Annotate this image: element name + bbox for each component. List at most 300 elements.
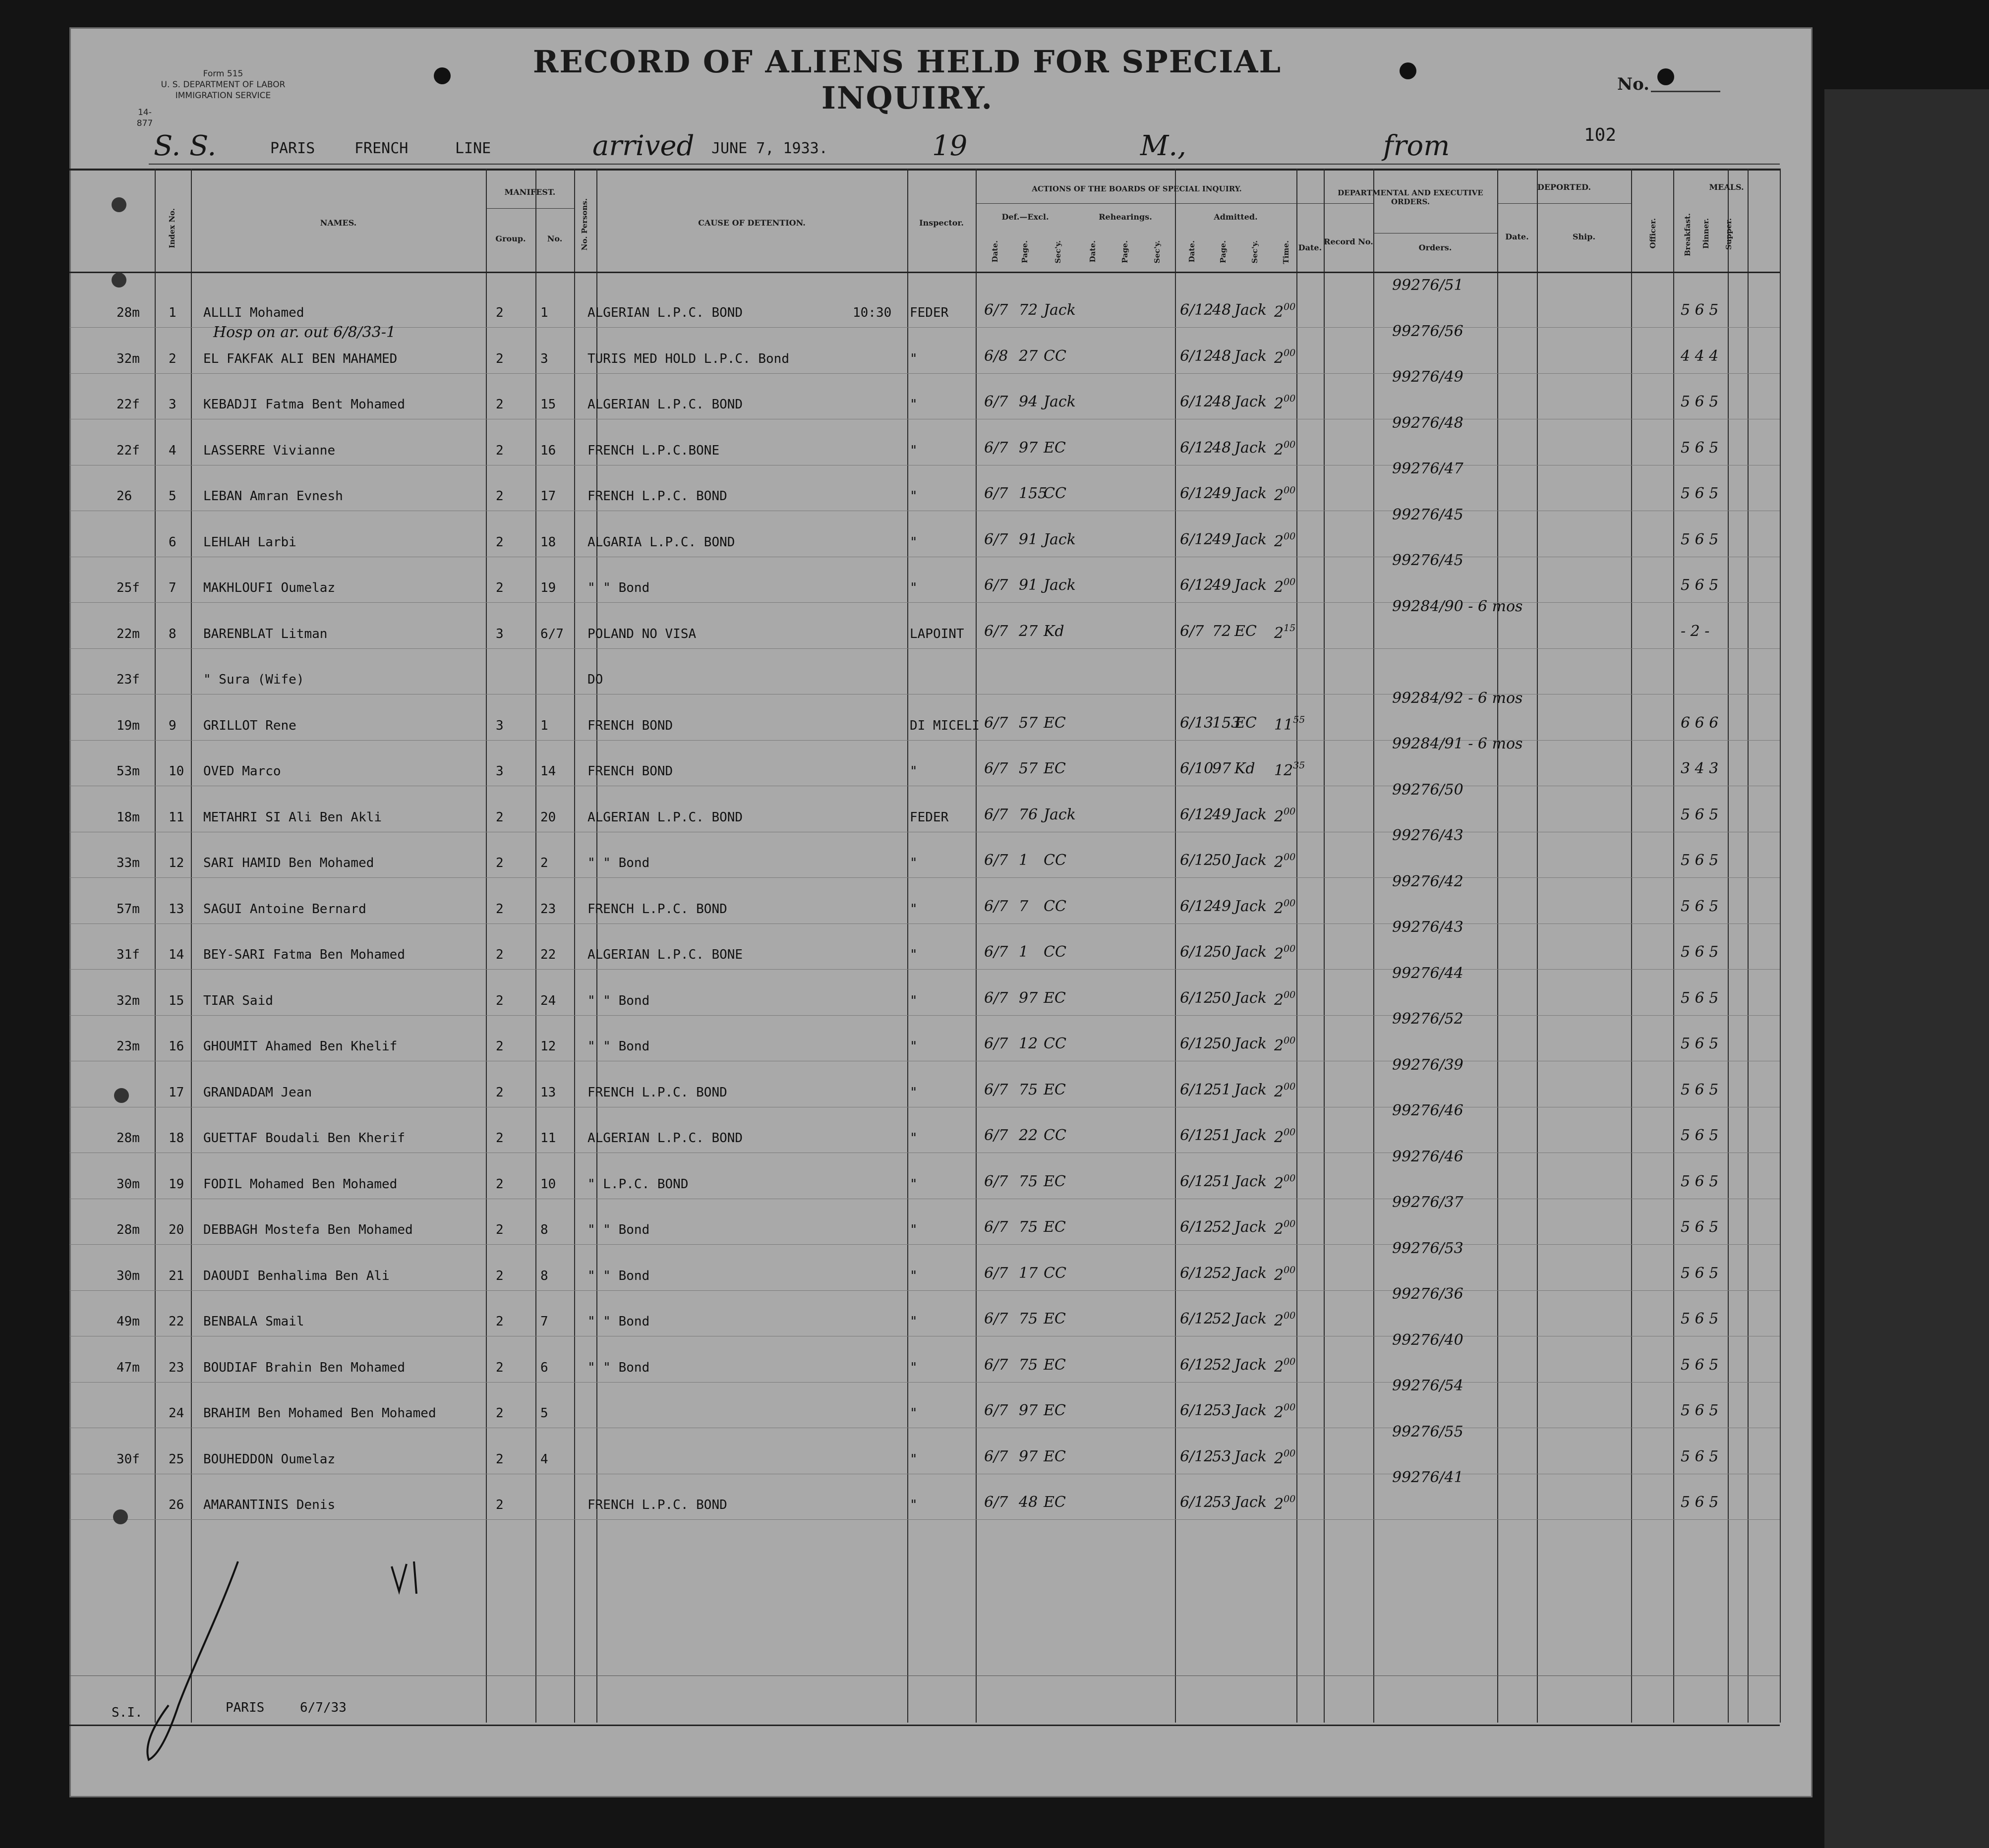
row-adm-date: 6/12	[1180, 989, 1214, 1007]
row-order: 99276/46	[1392, 1102, 1463, 1119]
row-def-date: 6/8	[984, 347, 1008, 365]
row-adm-date: 6/12	[1180, 852, 1214, 869]
row-group: 2	[496, 535, 504, 550]
row-adm-time-hour: 2	[1274, 900, 1284, 917]
row-adm-time-hour: 2	[1274, 808, 1284, 825]
row-def-date: 6/7	[984, 393, 1008, 410]
row-cause: ALGERIAN L.P.C. BOND	[587, 305, 743, 320]
row-adm-date: 6/12	[1180, 439, 1214, 457]
row-cause: " " Bond	[587, 1039, 650, 1054]
row-order: 99276/40	[1392, 1331, 1463, 1349]
row-adm-time-min: 00	[1284, 1356, 1296, 1367]
row-group: 2	[496, 902, 504, 917]
row-manifest-no: 17	[540, 489, 556, 504]
row-name: EL FAKFAK ALI BEN MAHAMED	[203, 351, 398, 366]
row-def-secy: CC	[1044, 852, 1066, 869]
row-manifest-no: 2	[540, 856, 548, 870]
row-meals: 3 4 3	[1681, 760, 1719, 777]
row-adm-time	[1274, 1035, 1295, 1054]
row-meals: 5 6 5	[1681, 301, 1719, 319]
row-def-page: 97	[1019, 1402, 1038, 1419]
row-meals: 5 6 5	[1681, 1356, 1719, 1374]
row-adm-secy: Jack	[1234, 439, 1267, 457]
row-manifest-no: 18	[540, 535, 556, 550]
row-adm-secy: Jack	[1234, 852, 1267, 869]
hdr-breakfast: Breakfast.	[1683, 213, 1692, 257]
row-def-page: 97	[1019, 989, 1038, 1007]
row-def-date: 6/7	[984, 1448, 1008, 1465]
row-cause: FRENCH L.P.C. BOND	[587, 902, 727, 917]
row-def-secy: CC	[1044, 347, 1066, 365]
row-def-date: 6/7	[984, 1310, 1008, 1328]
row-cause: TURIS MED HOLD L.P.C. Bond	[587, 351, 789, 366]
row-adm-time-hour: 2	[1274, 533, 1284, 550]
row-adm-time	[1274, 806, 1295, 825]
row-cause: " " Bond	[587, 1360, 650, 1375]
row-def-page: 75	[1019, 1173, 1038, 1190]
row-adm-secy: Jack	[1234, 1173, 1267, 1190]
row-adm-time-hour: 2	[1274, 395, 1284, 412]
row-adm-secy: Jack	[1234, 1218, 1267, 1236]
row-meals: 5 6 5	[1681, 1402, 1719, 1419]
row-adm-time-min: 00	[1284, 439, 1296, 450]
row-rule	[69, 1290, 1780, 1291]
row-age: 28m	[117, 305, 140, 320]
binder-spot	[113, 1509, 128, 1524]
row-def-page: 94	[1019, 393, 1038, 410]
line-label: LINE	[455, 140, 491, 157]
row-order: 99276/46	[1392, 1148, 1463, 1165]
row-adm-time-min: 00	[1284, 1310, 1296, 1321]
row-inspector: "	[910, 443, 918, 458]
row-cause: FRENCH L.P.C. BOND	[587, 1498, 727, 1512]
row-name: BOUDIAF Brahin Ben Mohamed	[203, 1360, 405, 1375]
row-adm-date: 6/12	[1180, 1448, 1214, 1465]
row-adm-date: 6/12	[1180, 1310, 1214, 1328]
ss-label: S. S.	[154, 130, 217, 162]
row-def-secy: CC	[1044, 898, 1066, 915]
row-meals: 5 6 5	[1681, 1448, 1719, 1465]
row-group: 2	[496, 1177, 504, 1192]
row-def-date: 6/7	[984, 1081, 1008, 1098]
hdr-no: No.	[547, 234, 563, 243]
row-def-date: 6/7	[984, 1402, 1008, 1419]
row-adm-date: 6/12	[1180, 943, 1214, 961]
row-def-page: 7	[1019, 898, 1029, 915]
row-adm-page: 51	[1212, 1081, 1231, 1098]
row-rule	[69, 602, 1780, 603]
row-def-secy: EC	[1044, 714, 1066, 732]
row-age: 49m	[117, 1314, 140, 1329]
row-index: 24	[169, 1406, 184, 1421]
row-adm-time-hour: 2	[1274, 991, 1284, 1009]
row-index: 3	[169, 397, 176, 412]
row-adm-date: 6/12	[1180, 898, 1214, 915]
row-age: 22f	[117, 443, 140, 458]
row-manifest-no: 12	[540, 1039, 556, 1054]
row-def-secy: EC	[1044, 1310, 1066, 1328]
row-cause: FRENCH L.P.C. BOND	[587, 489, 727, 504]
row-adm-time-min: 00	[1284, 989, 1296, 1000]
row-adm-time-min: 00	[1284, 301, 1296, 312]
row-inspector: "	[910, 1452, 918, 1467]
row-order: 99284/92 - 6 mos	[1392, 690, 1523, 707]
row-manifest-no: 23	[540, 902, 556, 917]
row-order: 99276/55	[1392, 1423, 1463, 1441]
row-adm-time	[1274, 347, 1295, 367]
row-index: 19	[169, 1177, 184, 1192]
hdr-orders: Orders.	[1418, 243, 1452, 252]
row-order: 99276/56	[1392, 323, 1463, 340]
page-title: RECORD OF ALIENS HELD FOR SPECIAL INQUIRY.	[532, 44, 1282, 116]
row-inspector: LAPOINT	[910, 627, 964, 641]
row-adm-time	[1274, 439, 1295, 459]
hdr-rehearings: Rehearings.	[1099, 212, 1152, 222]
row-name: MAKHLOUFI Oumelaz	[203, 580, 336, 595]
row-group: 2	[496, 351, 504, 366]
row-name: DAOUDI Benhalima Ben Ali	[203, 1269, 390, 1283]
row-order: 99276/37	[1392, 1194, 1463, 1211]
row-meals: 5 6 5	[1681, 989, 1719, 1007]
row-adm-time	[1274, 1356, 1295, 1376]
row-adm-time	[1274, 1127, 1295, 1146]
row-def-date: 6/7	[984, 1218, 1008, 1236]
row-age: 18m	[117, 810, 140, 825]
row-adm-time-hour: 2	[1274, 854, 1284, 871]
row-group: 3	[496, 764, 504, 779]
row-manifest-no: 1	[540, 718, 548, 733]
row-order: 99276/48	[1392, 414, 1463, 432]
row-meals: 5 6 5	[1681, 577, 1719, 594]
row-index: 4	[169, 443, 176, 458]
row-index: 13	[169, 902, 184, 917]
hdr-reh-page: Page.	[1120, 240, 1129, 263]
row-name: SARI HAMID Ben Mohamed	[203, 856, 374, 870]
col-rule	[1373, 169, 1374, 1723]
row-name: BRAHIM Ben Mohamed Ben Mohamed	[203, 1406, 436, 1421]
manifest-rule	[486, 208, 574, 209]
row-adm-page: 52	[1212, 1218, 1231, 1236]
row-meals: 5 6 5	[1681, 1218, 1719, 1236]
row-adm-page: 52	[1212, 1310, 1231, 1328]
row-cause: " " Bond	[587, 580, 650, 595]
row-order: 99284/91 - 6 mos	[1392, 735, 1523, 752]
row-adm-page: 50	[1212, 852, 1231, 869]
row-name: AMARANTINIS Denis	[203, 1498, 336, 1512]
row-def-page: 72	[1019, 301, 1038, 319]
row-name: LASSERRE Vivianne	[203, 443, 336, 458]
row-adm-secy: Jack	[1234, 1035, 1267, 1052]
binder-spot	[114, 1088, 129, 1103]
row-inspector: "	[910, 1131, 918, 1146]
row-meals: 5 6 5	[1681, 485, 1719, 502]
row-adm-secy: Jack	[1234, 1402, 1267, 1419]
row-adm-page: 49	[1212, 485, 1231, 502]
row-adm-time-hour: 2	[1274, 487, 1284, 504]
row-order: 99276/50	[1392, 781, 1463, 799]
row-def-secy: EC	[1044, 760, 1066, 777]
row-rule	[69, 1244, 1780, 1245]
row-manifest-no: 8	[540, 1269, 548, 1283]
row-def-date: 6/7	[984, 1035, 1008, 1052]
row-adm-secy: Jack	[1234, 347, 1267, 365]
hdr-dept-orders: DEPARTMENTAL AND EXECUTIVE ORDERS.	[1338, 188, 1483, 206]
row-adm-time-hour: 2	[1274, 1312, 1284, 1329]
row-order: 99276/43	[1392, 827, 1463, 844]
row-cause: " " Bond	[587, 1222, 650, 1237]
row-adm-time	[1274, 1402, 1295, 1421]
department: U. S. DEPARTMENT OF LABOR	[161, 80, 286, 90]
row-name: GRILLOT Rene	[203, 718, 296, 733]
row-def-date: 6/7	[984, 943, 1008, 961]
row-order: 99276/39	[1392, 1056, 1463, 1074]
row-def-page: 75	[1019, 1310, 1038, 1328]
row-def-page: 155	[1019, 485, 1048, 502]
hdr-adm-date: Date.	[1187, 240, 1196, 263]
row-adm-secy: Jack	[1234, 1448, 1267, 1465]
row-def-page: 91	[1019, 577, 1038, 594]
row-rule	[69, 969, 1780, 970]
col-rule	[486, 169, 487, 1723]
row-adm-page: 53	[1212, 1402, 1231, 1419]
form-id-block	[149, 68, 297, 101]
row-adm-time	[1274, 714, 1305, 734]
row-inspector: FEDER	[910, 305, 949, 320]
row-def-secy: CC	[1044, 1127, 1066, 1144]
row-adm-time	[1274, 1448, 1295, 1467]
row-inspector: FEDER	[910, 810, 949, 825]
row-adm-secy: Jack	[1234, 393, 1267, 410]
row-adm-page: 49	[1212, 806, 1231, 823]
row-adm-date: 6/12	[1180, 393, 1214, 410]
row-adm-time-hour: 2	[1274, 303, 1284, 321]
row-adm-secy: Jack	[1234, 1494, 1267, 1511]
row-inspector: "	[910, 764, 918, 779]
row-cause: FRENCH BOND	[587, 764, 673, 779]
row-adm-date: 6/12	[1180, 1081, 1214, 1098]
row-group: 2	[496, 993, 504, 1008]
row-group: 2	[496, 947, 504, 962]
col-rule	[976, 169, 977, 1723]
row-def-page: 12	[1019, 1035, 1038, 1052]
punch-hole	[1657, 68, 1674, 85]
row-adm-time-hour: 2	[1274, 1358, 1284, 1376]
row-adm-page: 53	[1212, 1448, 1231, 1465]
hdr-def-excl: Def.—Excl.	[1001, 212, 1049, 222]
row-adm-secy: Jack	[1234, 806, 1267, 823]
row-def-secy: CC	[1044, 1265, 1066, 1282]
row-meals: 5 6 5	[1681, 806, 1719, 823]
row-adm-time-hour: 2	[1274, 1175, 1284, 1192]
row-def-secy: Kd	[1044, 623, 1064, 640]
row-meals: 5 6 5	[1681, 1035, 1719, 1052]
row-name: LEBAN Amran Evnesh	[203, 489, 343, 504]
row-meals: 5 6 5	[1681, 1173, 1719, 1190]
hdr-dinner: Dinner.	[1701, 218, 1710, 249]
row-def-page: 75	[1019, 1356, 1038, 1374]
row-def-secy: EC	[1044, 1218, 1066, 1236]
row-group: 3	[496, 718, 504, 733]
col-rule	[155, 169, 156, 1723]
row-name: LEHLAH Larbi	[203, 535, 296, 550]
record-no-line	[1651, 91, 1720, 92]
signature-scrawl	[139, 1557, 486, 1765]
row-adm-secy: EC	[1234, 714, 1257, 732]
hdr-group: Group.	[495, 234, 526, 243]
row-rule	[69, 1519, 1780, 1520]
row-rule	[69, 740, 1780, 741]
row-adm-time	[1274, 301, 1295, 321]
row-age: 57m	[117, 902, 140, 917]
row-def-page: 27	[1019, 347, 1038, 365]
row-adm-date: 6/12	[1180, 485, 1214, 502]
hdr-adm-time: Time.	[1282, 240, 1290, 264]
row-adm-page: 97	[1212, 760, 1231, 777]
row-name: SAGUI Antoine Bernard	[203, 902, 366, 917]
form-number: Form 515	[203, 69, 243, 79]
row-name: TIAR Said	[203, 993, 273, 1008]
row-index: 9	[169, 718, 176, 733]
row-name: BARENBLAT Litman	[203, 627, 328, 641]
row-cause: ALGERIAN L.P.C. BOND	[587, 397, 743, 412]
row-name: GHOUMIT Ahamed Ben Khelif	[203, 1039, 398, 1054]
row-adm-time-hour: 2	[1274, 1220, 1284, 1238]
row-manifest-no: 11	[540, 1131, 556, 1146]
row-cause: ALGARIA L.P.C. BOND	[587, 535, 735, 550]
row-index: 23	[169, 1360, 184, 1375]
row-def-page: 97	[1019, 439, 1038, 457]
row-adm-time-min: 00	[1284, 1173, 1296, 1184]
row-inspector: "	[910, 489, 918, 504]
footer-si: S.I.	[112, 1705, 143, 1720]
row-adm-time	[1274, 485, 1295, 504]
row-adm-time-min: 15	[1284, 623, 1296, 634]
row-adm-time-hour: 2	[1274, 1496, 1284, 1513]
hdr-meals: MEALS.	[1709, 182, 1744, 192]
header-bottom-rule	[69, 272, 1780, 273]
row-adm-page: 53	[1212, 1494, 1231, 1511]
row-order: 99276/43	[1392, 919, 1463, 936]
row-index: 25	[169, 1452, 184, 1467]
row-manifest-no: 6	[540, 1360, 548, 1375]
row-def-date: 6/7	[984, 577, 1008, 594]
row-def-date: 6/7	[984, 714, 1008, 732]
row-adm-secy: Jack	[1234, 989, 1267, 1007]
row-def-page: 76	[1019, 806, 1038, 823]
row-adm-time-min: 00	[1284, 1448, 1296, 1459]
row-cause: " " Bond	[587, 993, 650, 1008]
row-adm-time-hour: 2	[1274, 441, 1284, 459]
row-meals: 5 6 5	[1681, 439, 1719, 457]
row-order: 99276/45	[1392, 552, 1463, 569]
row-def-secy: EC	[1044, 1356, 1066, 1374]
row-adm-page: 48	[1212, 347, 1231, 365]
row-group: 2	[496, 1039, 504, 1054]
row-def-page: 97	[1019, 1448, 1038, 1465]
row-manifest-no: 24	[540, 993, 556, 1008]
row-def-secy: CC	[1044, 1035, 1066, 1052]
row-adm-date: 6/12	[1180, 1035, 1214, 1052]
row-group: 2	[496, 1131, 504, 1146]
row-meals: 4 4 4	[1681, 347, 1719, 365]
row-def-secy: Jack	[1044, 806, 1076, 823]
row-def-page: 91	[1019, 531, 1038, 548]
row-inspector: "	[910, 1314, 918, 1329]
row-age: 28m	[117, 1222, 140, 1237]
row-time-note: 10:30	[853, 305, 892, 320]
hdr-deport-date: Date.	[1505, 232, 1529, 241]
row-index: 21	[169, 1269, 184, 1283]
row-adm-secy: Jack	[1234, 301, 1267, 319]
row-adm-date: 6/12	[1180, 1173, 1214, 1190]
row-def-secy: EC	[1044, 1081, 1066, 1098]
row-manifest-no: 20	[540, 810, 556, 825]
row-def-date: 6/7	[984, 485, 1008, 502]
binder-spot	[112, 197, 126, 212]
col-rule	[907, 169, 908, 1723]
row-adm-date: 6/13	[1180, 714, 1214, 732]
row-def-secy: Jack	[1044, 577, 1076, 594]
row-age: 23f	[117, 672, 140, 687]
row-cause: FRENCH L.P.C. BOND	[587, 1085, 727, 1100]
row-cause: " L.P.C. BOND	[587, 1177, 689, 1192]
row-index: 6	[169, 535, 176, 550]
row-cause: ALGERIAN L.P.C. BOND	[587, 1131, 743, 1146]
row-cause: " " Bond	[587, 1314, 650, 1329]
row-age: 30f	[117, 1452, 140, 1467]
row-inspector: "	[910, 993, 918, 1008]
row-adm-time-min: 00	[1284, 898, 1296, 909]
col-rule	[1537, 169, 1538, 1723]
row-def-date: 6/7	[984, 1356, 1008, 1374]
col-rule	[191, 169, 192, 1723]
row-def-date: 6/7	[984, 1494, 1008, 1511]
hdr-manifest: MANIFEST.	[504, 187, 556, 197]
row-adm-date: 6/12	[1180, 1494, 1214, 1511]
row-def-page: 27	[1019, 623, 1038, 640]
row-order: 99276/54	[1392, 1377, 1463, 1394]
row-group: 2	[496, 856, 504, 870]
row-meals: 5 6 5	[1681, 393, 1719, 410]
row-inspector: "	[910, 1177, 918, 1192]
hdr-reh-date: Date.	[1088, 240, 1097, 263]
row-adm-time-min: 00	[1284, 347, 1296, 358]
binder-spot	[112, 273, 126, 288]
row-group: 2	[496, 810, 504, 825]
row-inspector: "	[910, 856, 918, 870]
row-index: 10	[169, 764, 184, 779]
row-group: 2	[496, 1085, 504, 1100]
row-inspector: "	[910, 351, 918, 366]
row-group: 2	[496, 1452, 504, 1467]
hdr-admitted: Admitted.	[1214, 212, 1258, 222]
row-adm-date: 6/12	[1180, 1402, 1214, 1419]
row-adm-time-hour: 2	[1274, 1037, 1284, 1054]
row-order: 99276/53	[1392, 1240, 1463, 1257]
row-adm-date: 6/12	[1180, 1218, 1214, 1236]
row-order: 99276/41	[1392, 1469, 1463, 1486]
row-index: 20	[169, 1222, 184, 1237]
row-adm-time-min: 00	[1284, 1265, 1296, 1275]
row-adm-time-hour: 2	[1274, 1404, 1284, 1421]
row-adm-time-min: 00	[1284, 1494, 1296, 1504]
row-name: GUETTAF Boudali Ben Kherif	[203, 1131, 405, 1146]
col-rule	[1296, 169, 1297, 1723]
row-cause: " " Bond	[587, 1269, 650, 1283]
row-group: 2	[496, 397, 504, 412]
row-age: 30m	[117, 1269, 140, 1283]
row-name: FODIL Mohamed Ben Mohamed	[203, 1177, 398, 1192]
